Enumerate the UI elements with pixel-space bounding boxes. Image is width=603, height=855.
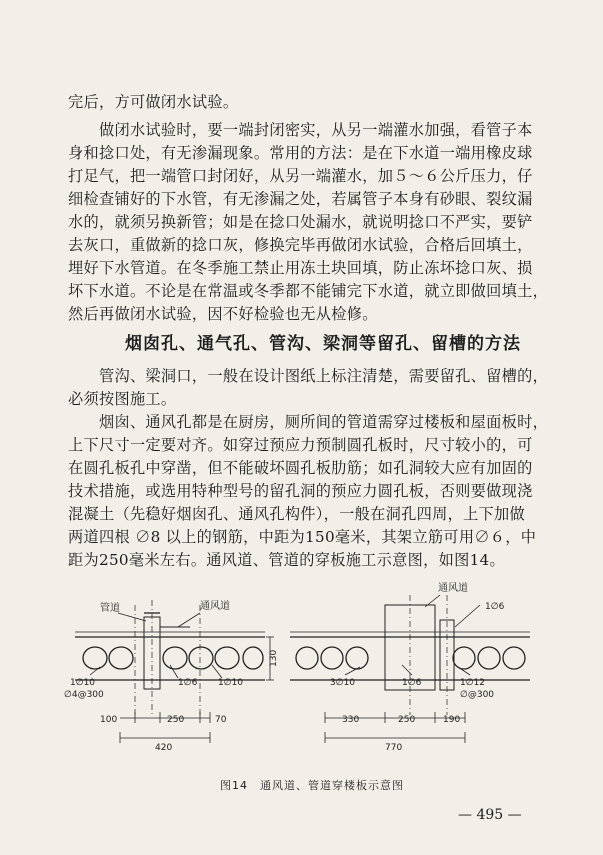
paragraph-line: 埋好下水管道。在冬季施工禁止用冻土块回填，防止冻坏捻口灰、损 — [68, 259, 533, 277]
label-rebar: 1∅6 — [485, 602, 505, 612]
label-vent-left: 通风道 — [200, 601, 230, 612]
page-number: — 495 — — [458, 807, 522, 823]
paragraph-line: 烟囱、通风孔都是在厨房，厕所间的管道需穿过楼板和屋面板时， — [68, 413, 549, 431]
paragraph-line: 管沟、梁洞口，一般在设计图纸上标注清楚，需要留孔、留槽的， — [68, 367, 549, 385]
dim-label: 250 — [398, 715, 416, 725]
paragraph-line: 距为250毫米左右。通风道、管道的穿板施工示意图，如图14。 — [68, 551, 506, 569]
section-heading: 烟囱孔、通气孔、管沟、梁洞等留孔、留槽的方法 — [125, 334, 521, 354]
paragraph-line: 打足气，把一端管口封闭好，从另一端灌水，加５～６公斤压力，仔 — [68, 167, 533, 185]
label-vent-right: 通风道 — [438, 583, 468, 594]
paragraph-line: 两道四根 ∅8 以上的钢筋，中距为150毫米，其架立筋可用∅６，中 — [68, 528, 537, 546]
dim-label: 250 — [167, 715, 185, 725]
paragraph-line: 完后，方可做闭水试验。 — [68, 93, 239, 111]
dim-height: 130 — [269, 649, 279, 667]
paragraph-line: 坏下水道。不论是在常温或冬季都不能铺完下水道，就立即做回填土， — [68, 282, 549, 300]
paragraph-line: 在圆孔板孔中穿凿，但不能破坏圆孔板肋筋；如孔洞较大应有加固的 — [68, 459, 533, 477]
paragraph-line: 然后再做闭水试验，因不好检验也无从检修。 — [68, 305, 378, 323]
paragraph-line: 必须按图施工。 — [68, 390, 177, 408]
label-rebar: 1∅10 — [218, 678, 244, 688]
dim-total: 770 — [385, 743, 403, 753]
label-rebar: 3∅10 — [330, 678, 356, 688]
paragraph-line: 做闭水试验时，要一端封闭密实，从另一端灌水加强，看管子本 — [68, 121, 533, 139]
dim-label: 190 — [443, 715, 461, 725]
figure-14-drawing — [60, 575, 550, 775]
label-rebar: 1∅6 — [178, 678, 198, 688]
paragraph-line: 去灰口，重做新的捻口灰，修换完毕再做闭水试验，合格后回填土， — [68, 236, 533, 254]
paragraph-line: 技术措施，或选用特种型号的留孔洞的预应力圆孔板，否则要做现浇 — [68, 482, 533, 500]
label-stirrup: ∅4@300 — [64, 690, 104, 700]
label-pipe: 管道 — [100, 603, 120, 614]
label-rebar: 1∅12 — [460, 678, 486, 688]
paragraph-line: 细检查铺好的下水管，有无渗漏之处，若属管子本身有砂眼、裂纹漏 — [68, 190, 533, 208]
paragraph-line: 混凝土（先稳好烟囱孔、通风孔构件），一般在洞孔四周，上下加做 — [68, 505, 526, 523]
figure-caption: 图14 通风道、管道穿楼板示意图 — [220, 779, 404, 792]
label-rebar: 1∅6 — [402, 678, 422, 688]
label-rebar: 1∅10 — [70, 678, 96, 688]
paragraph-line: 上下尺寸一定要对齐。如穿过预应力预制圆孔板时，尺寸较小的，可 — [68, 436, 533, 454]
dim-label: 330 — [342, 715, 360, 725]
dim-label: 70 — [215, 715, 227, 725]
label-stirrup: ∅@300 — [460, 690, 495, 700]
dim-total: 420 — [155, 743, 173, 753]
paragraph-line: 水的，就须另换新管；如是在捻口处漏水，就说明捻口不严实，要铲 — [68, 213, 533, 231]
paragraph-line: 身和捻口处，有无渗漏现象。常用的方法：是在下水道一端用橡皮球 — [68, 144, 533, 162]
dim-label: 100 — [100, 715, 118, 725]
